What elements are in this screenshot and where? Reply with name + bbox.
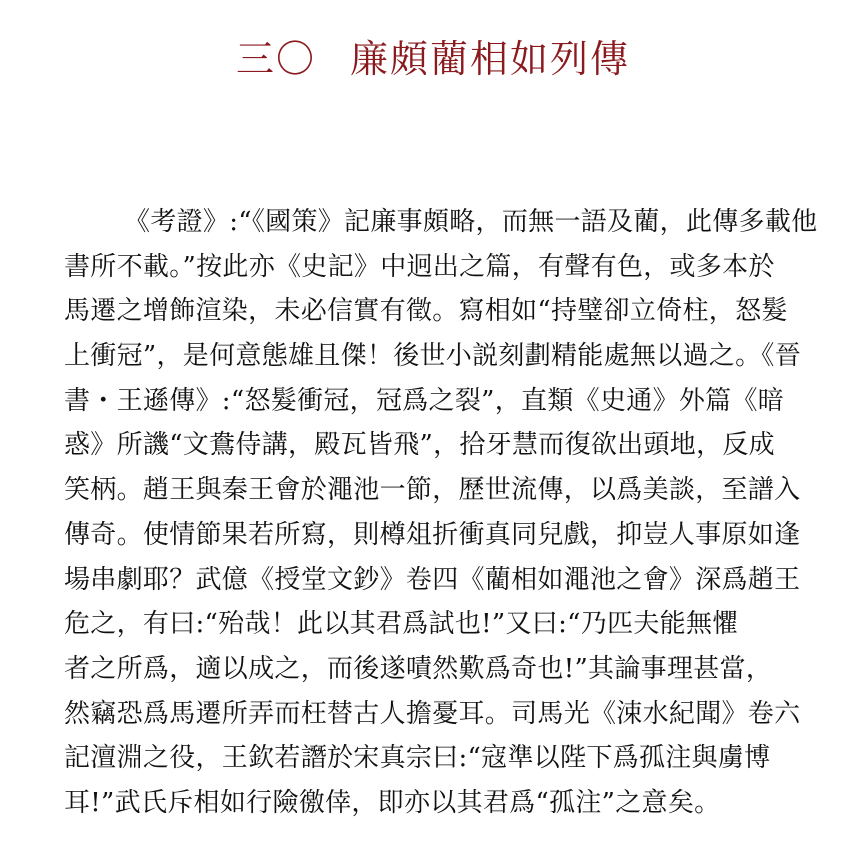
chapter-title: 廉頗藺相如列傳 xyxy=(350,37,631,81)
text-line: 耳!”武氏斥相如行險徼倖，即亦以其君爲“孤注”之意矣。 xyxy=(64,787,721,818)
text-line: 傳奇。使情節果若所寫，則樽俎折衝真同兒戲，抑豈人事原如逢 xyxy=(64,519,801,550)
text-line: 危之，有曰:“殆哉！此以其君爲試也!”又曰:“乃匹夫能無懼 xyxy=(64,609,739,640)
text-line: 者之所爲，適以成之，而後遂嘖然歎爲奇也!”其論事理甚當， xyxy=(64,653,773,684)
text-line: 場串劇耶？武億《授堂文鈔》卷四《藺相如澠池之會》深爲趙王 xyxy=(64,564,801,595)
chapter-heading xyxy=(0,30,866,88)
text-line: 馬遷之增飾渲染，未必信實有徵。寫相如“持璧卻立倚柱，怒髮 xyxy=(64,296,788,327)
chapter-number: 三〇 xyxy=(235,37,316,81)
body-paragraph xyxy=(64,200,818,826)
text-line: 惑》所譏“文鴦侍講，殿瓦皆飛”，拾牙慧而復欲出頭地，反成 xyxy=(64,430,775,461)
text-line: 然竊恐爲馬遷所弄而枉替古人擔憂耳。司馬光《涑水紀聞》卷六 xyxy=(64,698,801,729)
text-line: 《考證》:“《國策》記廉事頗略，而無一語及藺，此傳多載他 xyxy=(124,207,818,237)
text-line: 書所不載。”按此亦《史記》中迥出之篇，有聲有色，或多本於 xyxy=(64,251,775,282)
text-line: 笑柄。趙王與秦王會於澠池一節，歷世流傳，以爲美談，至譜入 xyxy=(64,475,801,506)
text-line: 記澶淵之役，王欽若譖於宋真宗曰:“寇準以陛下爲孤注與虜博 xyxy=(64,743,771,774)
text-line: 書・王遜傳》:“怒髮衝冠，冠爲之裂”，直類《史通》外篇《暗 xyxy=(64,385,785,416)
text-line: 上衝冠”，是何意態雄且傑！後世小説刻劃精能處無以過之。《晉 xyxy=(64,341,801,372)
